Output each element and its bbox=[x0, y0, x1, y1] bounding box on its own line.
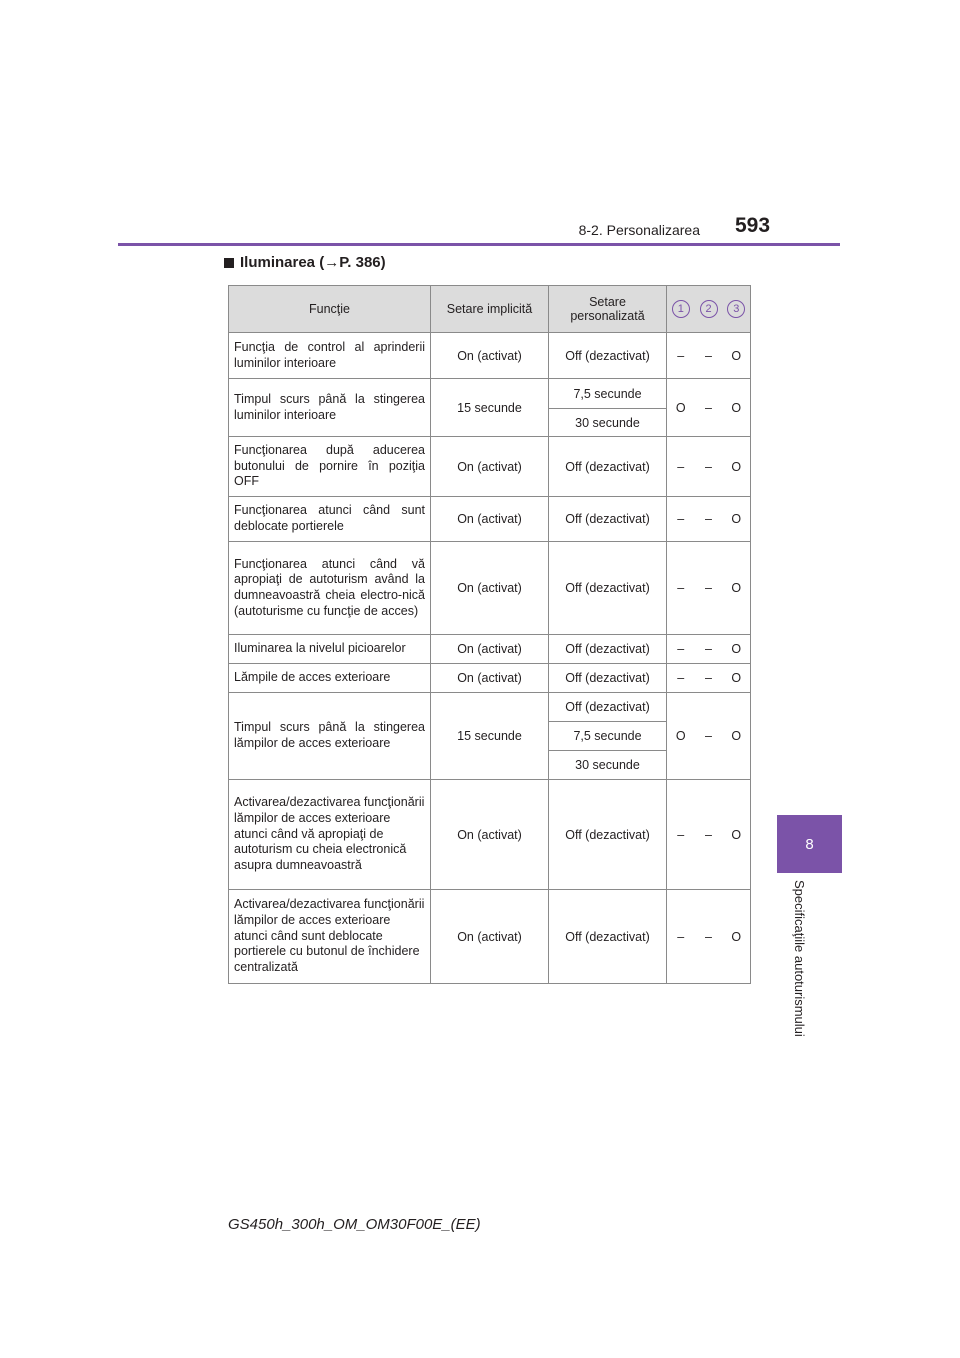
function-cell: Timpul scurs până la stingerea lămpilor de acces exterioare bbox=[229, 693, 431, 780]
function-cell: Activarea/dezactivarea funcţionării lămpilor de acces exterioare atunci când sunt deblocate portierele cu butonul de închidere centralizată bbox=[229, 890, 431, 984]
custom-cell: Off (dezactivat) bbox=[549, 890, 667, 984]
table-row bbox=[229, 542, 751, 635]
table-row bbox=[229, 333, 751, 379]
square-bullet-icon bbox=[224, 258, 234, 268]
mark-cell-1: O bbox=[667, 693, 695, 780]
mark-cell-1: – bbox=[667, 890, 695, 984]
function-cell: Funcţionarea atunci când vă apropiaţi de autoturism având la dumneavoastră cheia electro-nică (autoturisme cu funcţie de acces) bbox=[229, 542, 431, 635]
function-cell: Timpul scurs până la stingerea luminilor interioare bbox=[229, 379, 431, 437]
custom-cell: Off (dezactivat) bbox=[549, 693, 667, 722]
header-function: Funcţie bbox=[229, 286, 431, 333]
custom-cell: Off (dezactivat) bbox=[549, 780, 667, 890]
circled-number-icon: 2 bbox=[700, 300, 718, 318]
header-col2 bbox=[695, 286, 723, 333]
mark-cell-2: – bbox=[695, 693, 723, 780]
mark-cell-3: O bbox=[723, 664, 751, 693]
table-header-row bbox=[229, 286, 751, 333]
default-cell: 15 secunde bbox=[431, 379, 549, 437]
function-cell: Iluminarea la nivelul picioarelor bbox=[229, 635, 431, 664]
chapter-tab[interactable] bbox=[777, 815, 842, 873]
function-cell: Funcţia de control al aprinderii luminilor interioare bbox=[229, 333, 431, 379]
function-cell: Funcţionarea după aducerea butonului de pornire în poziţia OFF bbox=[229, 437, 431, 497]
header-col1 bbox=[667, 286, 695, 333]
mark-cell-2: – bbox=[695, 333, 723, 379]
section-title-text: Iluminarea (→P. 386) bbox=[240, 254, 386, 271]
default-cell: On (activat) bbox=[431, 333, 549, 379]
default-cell: On (activat) bbox=[431, 664, 549, 693]
default-cell: On (activat) bbox=[431, 497, 549, 542]
mark-cell-3: O bbox=[723, 890, 751, 984]
function-cell: Activarea/dezactivarea funcţionării lămpilor de acces exterioare atunci când vă apropiaţi de autoturism cu cheia electronică asupra dumneavoastră bbox=[229, 780, 431, 890]
table-row bbox=[229, 437, 751, 497]
table-row bbox=[229, 664, 751, 693]
mark-cell-2: – bbox=[695, 497, 723, 542]
custom-cell: 7,5 secunde bbox=[549, 722, 667, 751]
mark-cell-1: – bbox=[667, 780, 695, 890]
mark-cell-2: – bbox=[695, 890, 723, 984]
default-cell: On (activat) bbox=[431, 780, 549, 890]
mark-cell-2: – bbox=[695, 635, 723, 664]
mark-cell-3: O bbox=[723, 379, 751, 437]
header-custom: Setare personalizată bbox=[549, 286, 667, 333]
mark-cell-3: O bbox=[723, 693, 751, 780]
table-row bbox=[229, 635, 751, 664]
mark-cell-1: – bbox=[667, 333, 695, 379]
mark-cell-2: – bbox=[695, 780, 723, 890]
mark-cell-2: – bbox=[695, 542, 723, 635]
table-row bbox=[229, 497, 751, 542]
default-cell: On (activat) bbox=[431, 890, 549, 984]
mark-cell-3: O bbox=[723, 542, 751, 635]
table-row bbox=[229, 890, 751, 984]
header-default: Setare implicită bbox=[431, 286, 549, 333]
mark-cell-2: – bbox=[695, 437, 723, 497]
mark-cell-2: – bbox=[695, 664, 723, 693]
mark-cell-3: O bbox=[723, 780, 751, 890]
circled-number-icon: 1 bbox=[672, 300, 690, 318]
mark-cell-1: – bbox=[667, 437, 695, 497]
mark-cell-3: O bbox=[723, 437, 751, 497]
chapter-number: 8 bbox=[805, 835, 814, 853]
mark-cell-3: O bbox=[723, 497, 751, 542]
custom-cell: Off (dezactivat) bbox=[549, 333, 667, 379]
mark-cell-1: O bbox=[667, 379, 695, 437]
mark-cell-3: O bbox=[723, 333, 751, 379]
mark-cell-1: – bbox=[667, 542, 695, 635]
mark-cell-1: – bbox=[667, 664, 695, 693]
chapter-label: Specificaţiile autoturismului bbox=[792, 880, 807, 1037]
section-heading bbox=[224, 254, 386, 271]
settings-table bbox=[228, 285, 751, 984]
table-row bbox=[229, 379, 751, 409]
custom-cell: Off (dezactivat) bbox=[549, 635, 667, 664]
custom-cell: 30 secunde bbox=[549, 409, 667, 437]
function-cell: Funcţionarea atunci când sunt deblocate portierele bbox=[229, 497, 431, 542]
function-cell: Lămpile de acces exterioare bbox=[229, 664, 431, 693]
header-divider bbox=[118, 243, 840, 246]
circled-number-icon: 3 bbox=[727, 300, 745, 318]
default-cell: On (activat) bbox=[431, 542, 549, 635]
default-cell: 15 secunde bbox=[431, 693, 549, 780]
table-row bbox=[229, 693, 751, 722]
mark-cell-3: O bbox=[723, 635, 751, 664]
custom-cell: 30 secunde bbox=[549, 751, 667, 780]
default-cell: On (activat) bbox=[431, 635, 549, 664]
custom-cell: Off (dezactivat) bbox=[549, 497, 667, 542]
table-row bbox=[229, 780, 751, 890]
mark-cell-1: – bbox=[667, 497, 695, 542]
mark-cell-2: – bbox=[695, 379, 723, 437]
document-code: GS450h_300h_OM_OM30F00E_(EE) bbox=[228, 1216, 481, 1233]
default-cell: On (activat) bbox=[431, 437, 549, 497]
custom-cell: 7,5 secunde bbox=[549, 379, 667, 409]
custom-cell: Off (dezactivat) bbox=[549, 542, 667, 635]
custom-cell: Off (dezactivat) bbox=[549, 437, 667, 497]
header-section-title: 8-2. Personalizarea bbox=[578, 222, 700, 238]
custom-cell: Off (dezactivat) bbox=[549, 664, 667, 693]
mark-cell-1: – bbox=[667, 635, 695, 664]
page-number: 593 bbox=[735, 214, 771, 237]
header-col3 bbox=[723, 286, 751, 333]
